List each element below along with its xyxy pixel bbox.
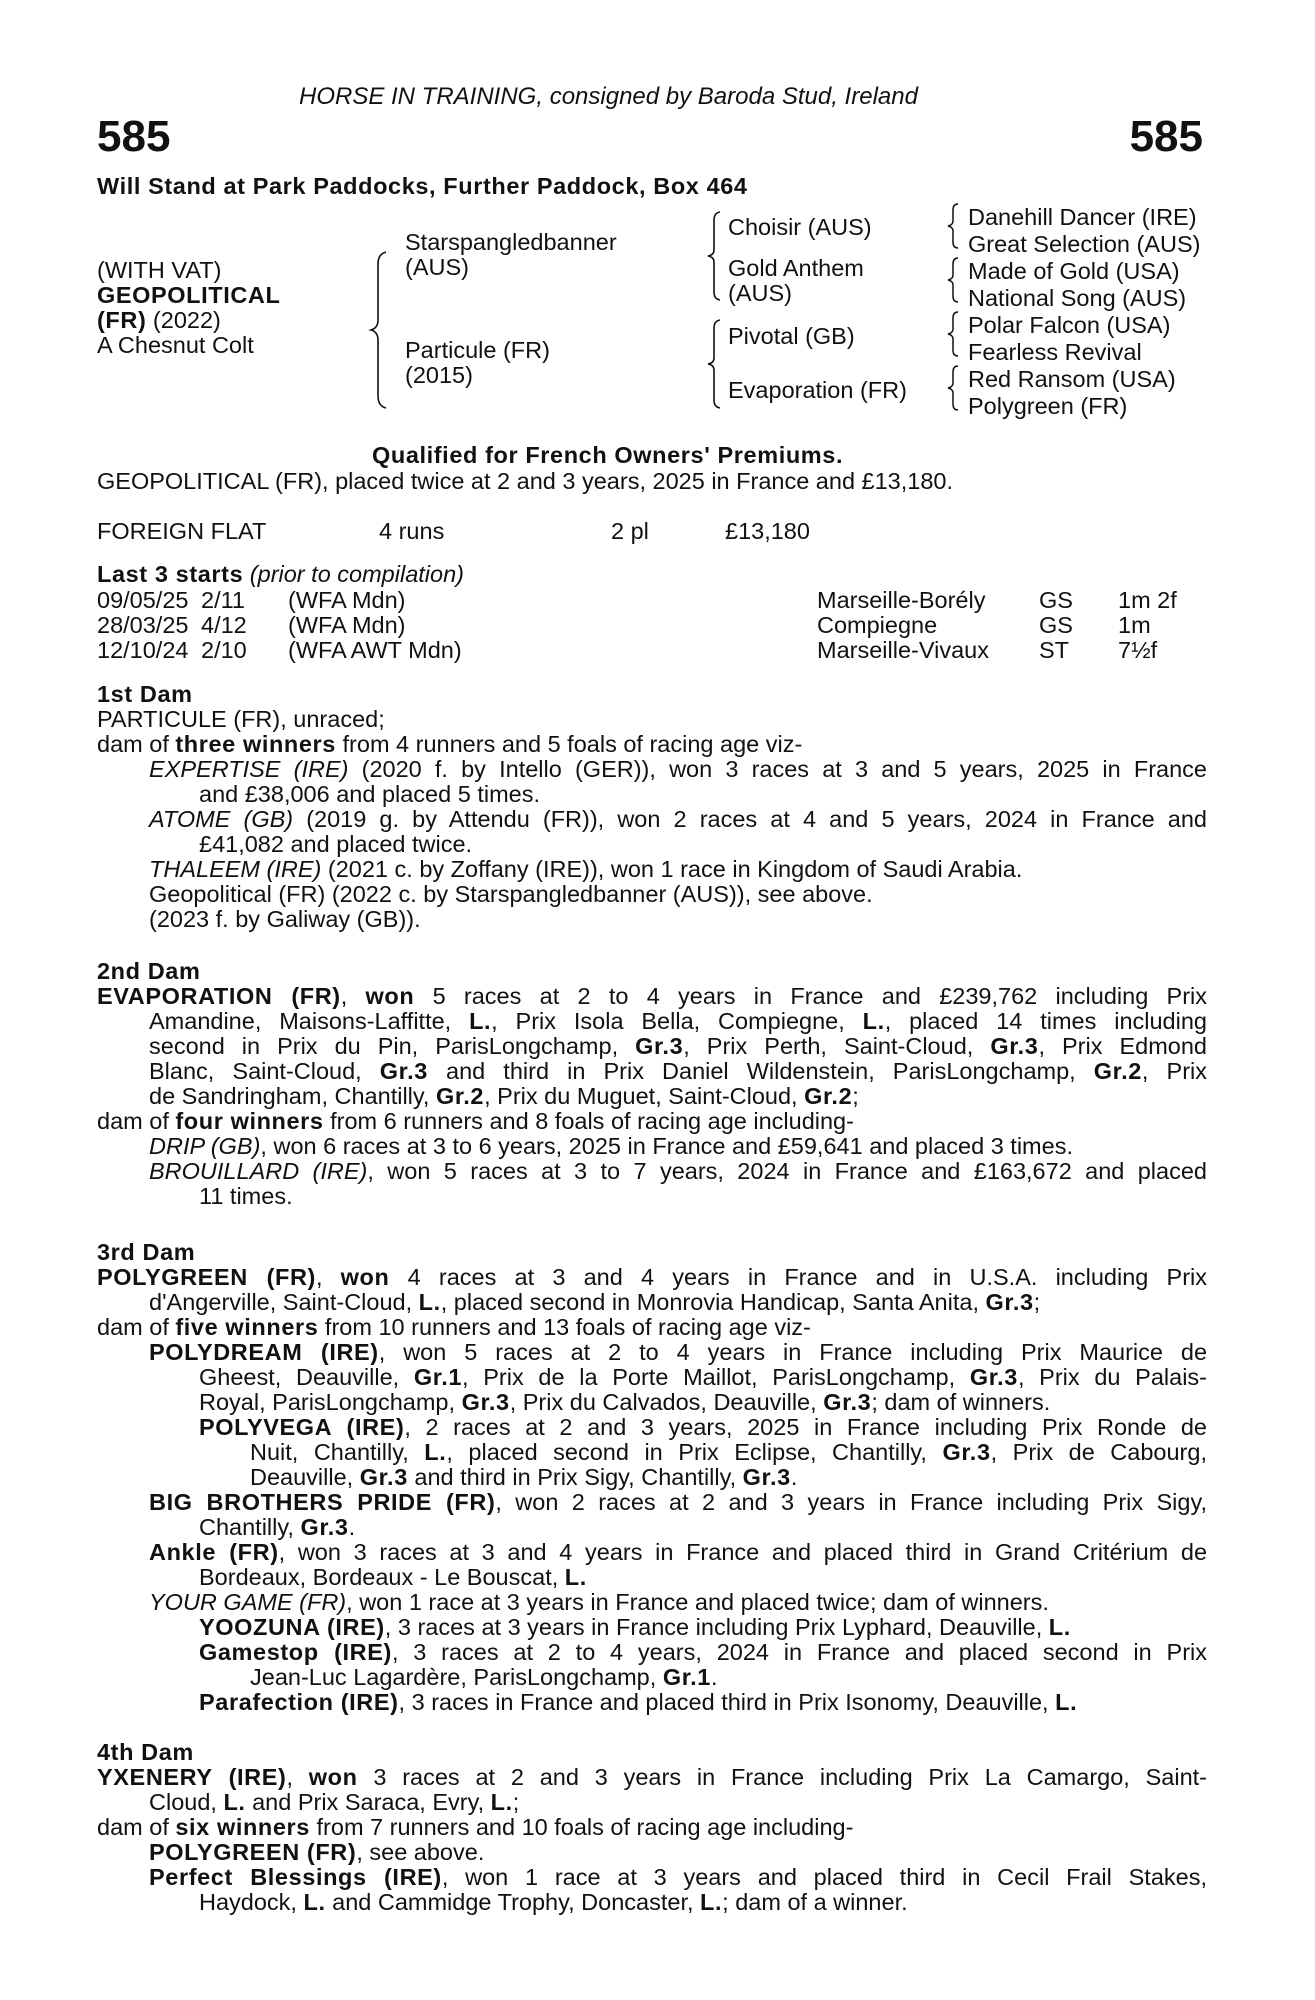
ssd: Great Selection (AUS) (968, 231, 1201, 257)
dam-sire: Pivotal (GB) (728, 323, 855, 349)
first-dam-heading: 1st Dam (97, 681, 193, 707)
dsd: Fearless Revival (968, 339, 1142, 365)
pedigree-brace-sire (704, 210, 724, 302)
dds: Red Ransom (USA) (968, 366, 1176, 392)
pedigree-brace-g3-3 (944, 310, 962, 358)
pedigree-brace-dam (704, 318, 724, 410)
sire-sire: Choisir (AUS) (728, 214, 872, 240)
premiums-note: Qualified for French Owners' Premiums. (372, 442, 844, 468)
sire-name: Starspangledbanner (AUS) (405, 229, 617, 280)
lot-number-left: 585 (97, 112, 171, 161)
lot-number-right: 585 (1129, 112, 1203, 161)
fourth-dam-heading: 4th Dam (97, 1739, 194, 1765)
sss: Danehill Dancer (IRE) (968, 204, 1197, 230)
vat-note: (WITH VAT) (97, 257, 222, 283)
horse-description: A Chesnut Colt (97, 332, 254, 358)
pedigree-brace-g3-1 (944, 202, 962, 250)
page-header-title: HORSE IN TRAINING, consigned by Baroda Stud, Ireland (299, 83, 918, 110)
second-dam-section: EVAPORATION (FR), won 5 races at 2 to 4 years in France and £239,762 including Prix Amandine, Maisons-Laffitte, L., Prix Isola Bella, Compiegne, L., placed 14 times including second in Prix du Pin, ParisLongchamp, Gr.3, Prix Perth, Saint-Cloud, Gr.3, Prix Edmond Blanc, Saint-Cloud, Gr.3 and third in Prix Daniel Wildenstein, ParisLongchamp, Gr.2, Prix de Sandringham, Chantilly, Gr.2, Prix du Muguet, Saint-Cloud, Gr.2; dam of four winners from 6 runners and 8 foals of racing age including- DRIP (GB), won 6 races at 3 to 6 years, 2025 in France and £59,641 and placed 3 times. BROUILLARD (IRE), won 5 races at 3 to 7 years, 2024 in France and £163,672 and placed 11 times. (97, 983, 1208, 1209)
last-starts-heading: Last 3 starts (prior to compilation) (97, 561, 464, 587)
pedigree-brace-main (368, 250, 392, 410)
ddd: Polygreen (FR) (968, 393, 1128, 419)
pedigree-g3-list (968, 204, 1200, 420)
pedigree-brace-g3-4 (944, 364, 962, 412)
fourth-dam-section: YXENERY (IRE), won 3 races at 2 and 3 years in France including Prix La Camargo, Saint- Cloud, L. and Prix Saraca, Evry, L.; dam of six winners from 7 runners and 10 foals of racing age including- POLYGREEN (FR), see above. Perfect Blessings (IRE), won 1 race at 3 years and placed third in Cecil Frail Stakes, Haydock, L. and Cammidge Trophy, Doncaster, L.; dam of a winner. (97, 1764, 1207, 1915)
dss: Polar Falcon (USA) (968, 312, 1171, 338)
last-start-row: 09/05/25 2/11 (WFA Mdn) Marseille-Borély GS 1m 2f (97, 587, 1177, 613)
third-dam-section: POLYGREEN (FR), won 4 races at 3 and 4 years in France and in U.S.A. including Prix d'Angerville, Saint-Cloud, L., placed second in Monrovia Handicap, Santa Anita, Gr.3; dam of five winners from 10 runners and 13 foals of racing age viz- POLYDREAM (IRE), won 5 races at 2 to 4 years in France including Prix Maurice de Gheest, Deauville, Gr.1, Prix de la Porte Maillot, ParisLongchamp, Gr.3, Prix du Palais- Royal, ParisLongchamp, Gr.3, Prix du Calvados, Deauville, Gr.3; dam of winners. POLYVEGA (IRE), 2 races at 2 and 3 years, 2025 in France including Prix Ronde de Nuit, Chantilly, L., placed second in Prix Eclipse, Chantilly, Gr.3, Prix de Cabourg, Deauville, Gr.3 and third in Prix Sigy, Chantilly, Gr.3. BIG BROTHERS PRIDE (FR), won 2 races at 2 and 3 years in France including Prix Sigy, Chantilly, Gr.3. Ankle (FR), won 3 races at 3 and 4 years in France and placed third in Grand Critérium de Bordeaux, Bordeaux - Le Bouscat, L. YOUR GAME (FR), won 1 race at 3 years in France and placed twice; dam of winners. YOOZUNA (IRE), 3 races at 3 years in France including Prix Lyphard, Deauville, L. Gamestop (IRE), 3 races at 2 to 4 years, 2024 in France and placed second in Prix Jean-Luc Lagardère, ParisLongchamp, Gr.1. Parafection (IRE), 3 races in France and placed third in Prix Isonomy, Deauville, L. (97, 1264, 1208, 1715)
stand-location: Will Stand at Park Paddocks, Further Paddock, Box 464 (97, 173, 748, 199)
record-placed: 2 pl (611, 518, 649, 544)
second-dam-heading: 2nd Dam (97, 958, 201, 984)
first-dam-section: PARTICULE (FR), unraced; dam of three winners from 4 runners and 5 foals of racing age viz- EXPERTISE (IRE) (2020 f. by Intello (GER)), won 3 races at 3 and 5 years, 2025 in France and £38,006 and placed 5 times. ATOME (GB) (2019 g. by Attendu (FR)), won 2 races at 4 and 5 years, 2024 in France and £41,082 and placed twice. THALEEM (IRE) (2021 c. by Zoffany (IRE)), won 1 race in Kingdom of Saudi Arabia. Geopolitical (FR) (2022 c. by Starspangledbanner (AUS)), see above. (2023 f. by Galiway (GB)). (97, 706, 1207, 932)
horse-name: GEOPOLITICAL (97, 282, 281, 308)
third-dam-heading: 3rd Dam (97, 1239, 196, 1265)
pedigree-brace-g3-2 (944, 256, 962, 304)
record-runs: 4 runs (379, 518, 445, 544)
horse-country: (FR) (97, 307, 147, 333)
dam-name: Particule (FR) (2015) (405, 337, 550, 388)
sdd: National Song (AUS) (968, 285, 1187, 311)
race-summary: GEOPOLITICAL (FR), placed twice at 2 and 3 years, 2025 in France and £13,180. (97, 468, 954, 494)
last-start-row: 28/03/25 4/12 (WFA Mdn) Compiegne GS 1m (97, 612, 1151, 638)
record-label: FOREIGN FLAT (97, 518, 267, 544)
sire-dam: Gold Anthem (AUS) (728, 255, 864, 306)
dam-dam: Evaporation (FR) (728, 377, 907, 403)
record-amount: £13,180 (725, 518, 810, 544)
sds: Made of Gold (USA) (968, 258, 1180, 284)
horse-year: (2022) (146, 307, 221, 333)
last-start-row: 12/10/24 2/10 (WFA AWT Mdn) Marseille-Vivaux ST 7½f (97, 637, 1158, 663)
horse-identity (97, 258, 280, 358)
